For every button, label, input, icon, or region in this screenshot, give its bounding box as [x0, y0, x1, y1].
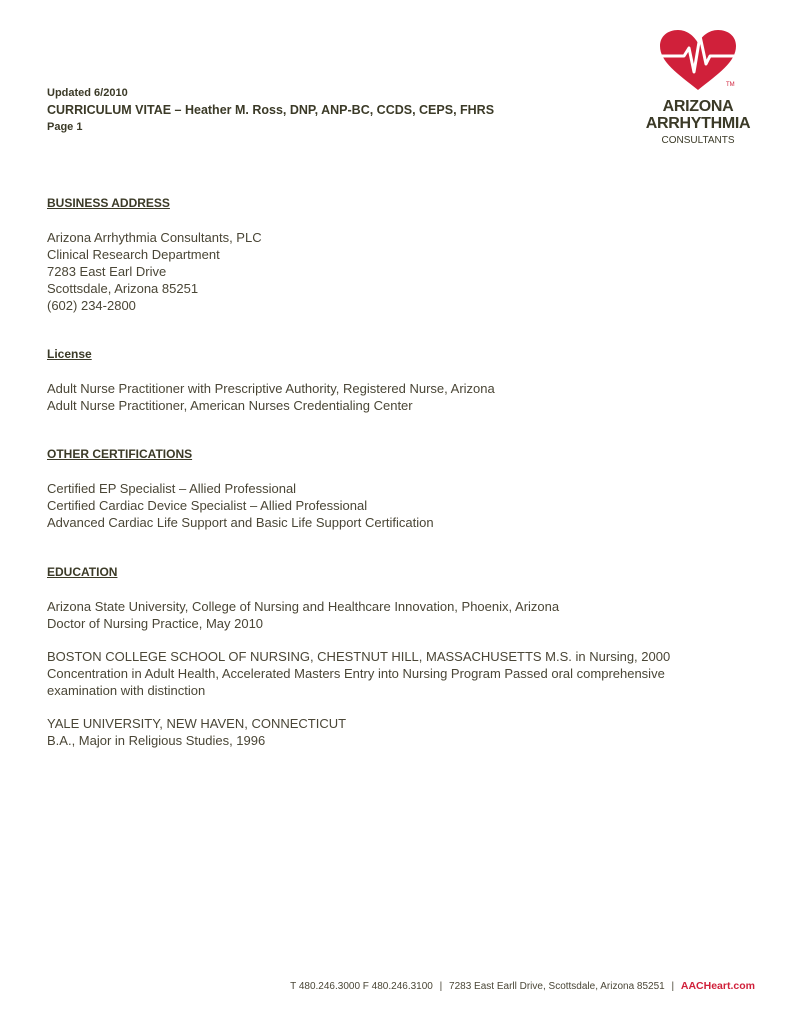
- education-section: [47, 564, 767, 749]
- page-number: Page 1: [47, 121, 83, 133]
- education-line: BOSTON COLLEGE SCHOOL OF NURSING, CHESTNUT HILL, MASSACHUSETTS M.S. in Nursing, 2000: [47, 649, 671, 664]
- certification-line: Certified Cardiac Device Specialist – Allied Professional: [47, 498, 368, 513]
- section-heading: BUSINESS ADDRESS: [47, 196, 170, 210]
- section-heading: EDUCATION: [47, 565, 118, 579]
- certification-line: Certified EP Specialist – Allied Professional: [47, 481, 297, 496]
- logo-text-consultants: CONSULTANTS: [661, 135, 735, 146]
- section-heading: License: [47, 347, 92, 361]
- education-line: Arizona State University, College of Nursing and Healthcare Innovation, Phoenix, Arizona: [47, 599, 560, 614]
- svg-text:TM: TM: [726, 82, 735, 88]
- business-address-section: [47, 195, 767, 314]
- page-footer: [290, 980, 755, 992]
- certifications-section: [47, 446, 767, 531]
- document-header: [47, 86, 494, 134]
- footer-separator: |: [671, 981, 675, 992]
- certification-line: Advanced Cardiac Life Support and Basic Life Support Certification: [47, 515, 434, 530]
- education-line: YALE UNIVERSITY, NEW HAVEN, CONNECTICUT: [47, 716, 347, 731]
- license-line: Adult Nurse Practitioner with Prescriptive Authority, Registered Nurse, Arizona: [47, 381, 495, 396]
- section-heading: OTHER CERTIFICATIONS: [47, 447, 193, 461]
- education-line: examination with distinction: [47, 683, 206, 698]
- address-line: Scottsdale, Arizona 85251: [47, 281, 199, 296]
- updated-date: Updated 6/2010: [47, 87, 128, 99]
- cv-title: CURRICULUM VITAE – Heather M. Ross, DNP, ANP-BC, CCDS, CEPS, FHRS: [47, 103, 495, 117]
- footer-phone: T 480.246.3000: [290, 981, 361, 992]
- license-line: Adult Nurse Practitioner, American Nurses Credentialing Center: [47, 398, 413, 413]
- education-line: Doctor of Nursing Practice, May 2010: [47, 616, 264, 631]
- address-line: 7283 East Earl Drive: [47, 264, 167, 279]
- footer-fax: F 480.246.3100: [362, 981, 433, 992]
- footer-address: 7283 East Earll Drive, Scottsdale, Arizona 85251: [449, 981, 665, 992]
- education-line: B.A., Major in Religious Studies, 1996: [47, 733, 266, 748]
- heart-ecg-icon: [656, 28, 740, 94]
- logo-text-arrhythmia: ARRHYTHMIA: [645, 115, 751, 132]
- footer-website-link[interactable]: AACHeart.com: [680, 980, 755, 992]
- phone-line: (602) 234-2800: [47, 298, 136, 313]
- footer-separator: |: [439, 981, 443, 992]
- logo-text-arizona: ARIZONA: [662, 98, 734, 115]
- address-line: Clinical Research Department: [47, 247, 220, 262]
- address-line: Arizona Arrhythmia Consultants, PLC: [47, 230, 262, 245]
- education-line: Concentration in Adult Health, Accelerated Masters Entry into Nursing Program Passed oral comprehensive: [47, 666, 665, 681]
- company-logo: [628, 28, 768, 150]
- license-section: [47, 346, 767, 414]
